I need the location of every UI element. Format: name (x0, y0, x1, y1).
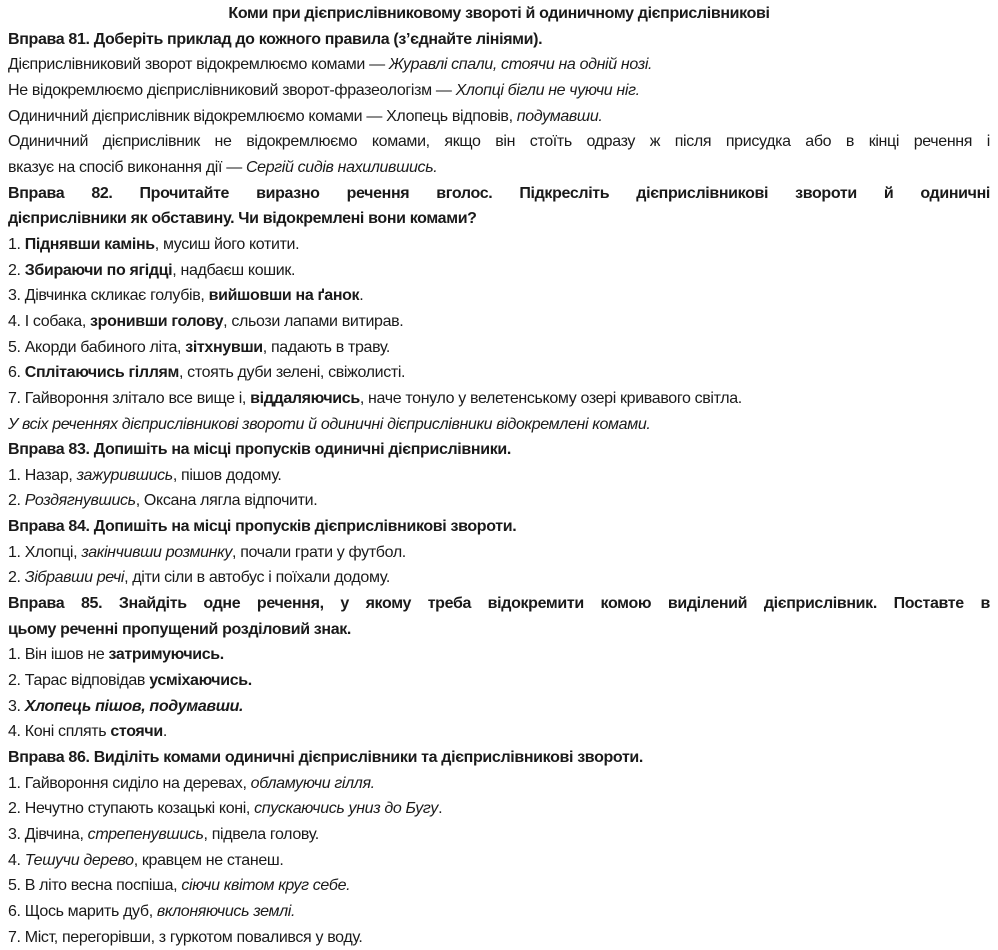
italic-text: обламуючи гілля. (250, 774, 375, 792)
text-line (8, 514, 990, 540)
text-line (8, 309, 990, 335)
text-line (8, 463, 990, 489)
text-line (8, 129, 990, 155)
text: 3. Дівчинка скликає голубів, (8, 287, 209, 305)
bold-text: стоячи (110, 723, 163, 741)
text-line (8, 437, 990, 463)
text-line (8, 258, 990, 284)
bold-text: Вправа 82. Прочитайте виразно речення вголос. Підкресліть дієприслівникові звороти й одиничні (8, 184, 990, 202)
text-line (8, 873, 990, 899)
italic-text: Роздягнувшись (24, 492, 136, 510)
bold-text: Сплітаючись гіллям (24, 364, 179, 382)
text-line (8, 488, 990, 514)
text-line (8, 206, 990, 232)
text: 7. Гайвороння злітало все вище і, (8, 389, 251, 407)
text: . (438, 800, 443, 818)
bold-text: зронивши голову (90, 312, 224, 330)
text-line (8, 617, 990, 643)
text-line (8, 181, 990, 207)
text: , наче тонуло у велетенському озері кривавого світла. (359, 389, 742, 407)
text: , підвела голову. (203, 826, 319, 843)
text: 4. Коні сплять (8, 723, 111, 741)
text: , Оксана лягла відпочити. (135, 492, 318, 510)
italic-text: спускаючись униз до Бугу (254, 800, 439, 818)
text: 2. Тарас відповідав (8, 672, 150, 690)
text: 6. (8, 364, 25, 382)
text-line (8, 899, 990, 925)
bold-text: зітхнувши (185, 338, 263, 356)
bold-text: Вправа 84. Допишіть на місці пропусків дієприслівникові звороти. (8, 518, 517, 536)
italic-text: стрепенувшись (87, 826, 204, 843)
bold-text: затримуючись. (108, 646, 224, 664)
text: , діти сіли в автобус і поїхали додому. (124, 569, 390, 587)
text: , почали грати у футбол. (232, 543, 406, 561)
text-line (8, 565, 990, 591)
italic-text: Тешучи дерево (24, 851, 134, 869)
text: 5. В літо весна поспіша, (8, 877, 182, 895)
text: . (359, 287, 364, 305)
bold-text: Вправа 85. Знайдіть одне речення, у якому треба відокремити комою виділений дієприслівник. Поставте в (8, 595, 990, 613)
text: 3. Дівчина, (8, 826, 88, 843)
text-line (8, 668, 990, 694)
text-line (8, 155, 990, 181)
text-line (8, 822, 990, 848)
bold-text: віддаляючись (250, 389, 360, 407)
text: 7. Міст, перегорівши, з гуркотом повалився у воду. (8, 928, 363, 946)
text-line (8, 745, 990, 771)
bold-text: Збираючи по ягідці (24, 261, 173, 279)
text: 1. Назар, (8, 466, 77, 484)
text-line (8, 104, 990, 130)
italic-text: Сергій сидів нахилившись. (245, 158, 438, 176)
text-line (8, 78, 990, 104)
italic-text: вклоняючись землі. (156, 902, 296, 920)
text: 2. (8, 569, 25, 587)
text: 4. І собака, (8, 312, 91, 330)
text: 1. Гайвороння сиділо на деревах, (8, 774, 251, 792)
text: 4. (8, 851, 25, 869)
italic-text: Журавлі спали, стоячи на одній нозі. (388, 56, 653, 74)
text: , надбаєш кошик. (172, 261, 296, 279)
text: 1. Він ішов не (8, 646, 109, 664)
text: вказує на спосіб виконання дії — (8, 158, 246, 176)
text-line (8, 283, 990, 309)
bold-text: вийшовши на ґанок (208, 287, 360, 305)
bold-text: усміхаючись. (149, 672, 252, 690)
bold-text: Хлопець пішов, подумавши. (24, 697, 244, 715)
text: 1. (8, 235, 25, 253)
text: 3. (8, 697, 25, 715)
italic-text: сіючи квітом круг себе. (181, 877, 351, 895)
text: , падають в траву. (262, 338, 391, 356)
text: 6. Щось марить дуб, (8, 902, 157, 920)
page-title (8, 1, 990, 27)
text-line (8, 591, 990, 617)
text-line (8, 796, 990, 822)
italic-text: зажурившись (76, 466, 173, 484)
text: , стоять дуби зелені, свіжолисті. (178, 364, 406, 382)
bold-text: цьому реченні пропущений розділовий знак. (8, 620, 352, 638)
text-line (8, 771, 990, 797)
bold-text: Вправа 83. Допишіть на місці пропусків одиничні дієприслівники. (8, 441, 511, 459)
text: , кравцем не станеш. (133, 851, 284, 869)
text: , сльози лапами витирав. (223, 312, 404, 330)
text: 5. Акорди бабиного літа, (8, 338, 186, 356)
bold-text: дієприслівники як обставину. Чи відокремлені вони комами? (8, 210, 477, 228)
text: Дієприслівниковий зворот відокремлюємо комами — (8, 56, 389, 74)
text: , мусиш його котити. (154, 235, 300, 253)
italic-text: подумавши. (516, 107, 603, 125)
text-line (8, 386, 990, 412)
text: Не відокремлюємо дієприслівниковий зворот-фразеологізм — (8, 81, 456, 99)
text-line (8, 719, 990, 745)
text-line (8, 848, 990, 874)
text-line (8, 52, 990, 78)
bold-text: Піднявши камінь (24, 235, 155, 253)
bold-text: Коми при дієприслівниковому звороті й одиничному дієприслівникові (228, 5, 770, 22)
text: 2. (8, 492, 25, 510)
text-line (8, 360, 990, 386)
text: Одиничний дієприслівник не відокремлюємо комами, якщо він стоїть одразу ж після присудка або в кінці речення і (8, 133, 990, 151)
text-line (8, 694, 990, 720)
text: 2. Нечутно ступають козацькі коні, (8, 800, 255, 818)
text: , пішов додому. (172, 466, 282, 484)
italic-text: Зібравши речі (24, 569, 125, 587)
text-line (8, 642, 990, 668)
text: . (162, 723, 167, 741)
italic-text: Хлопці бігли не чуючи ніг. (455, 81, 640, 99)
text-line (8, 232, 990, 258)
text: 1. Хлопці, (8, 543, 82, 561)
text-line (8, 27, 990, 53)
text-line (8, 540, 990, 566)
text-line (8, 335, 990, 361)
text-line (8, 925, 990, 950)
italic-text: закінчивши розминку (81, 543, 232, 561)
text: 2. (8, 261, 25, 279)
text-line (8, 412, 990, 438)
bold-text: Вправа 81. Доберіть приклад до кожного правила (з’єднайте лініями). (8, 30, 543, 48)
bold-text: Вправа 86. Виділіть комами одиничні дієприслівники та дієприслівникові звороти. (8, 749, 644, 767)
text: Одиничний дієприслівник відокремлюємо комами — Хлопець відповів, (8, 107, 517, 125)
italic-text: У всіх реченнях дієприслівникові звороти й одиничні дієприслівники відокремлені комами. (8, 415, 651, 433)
